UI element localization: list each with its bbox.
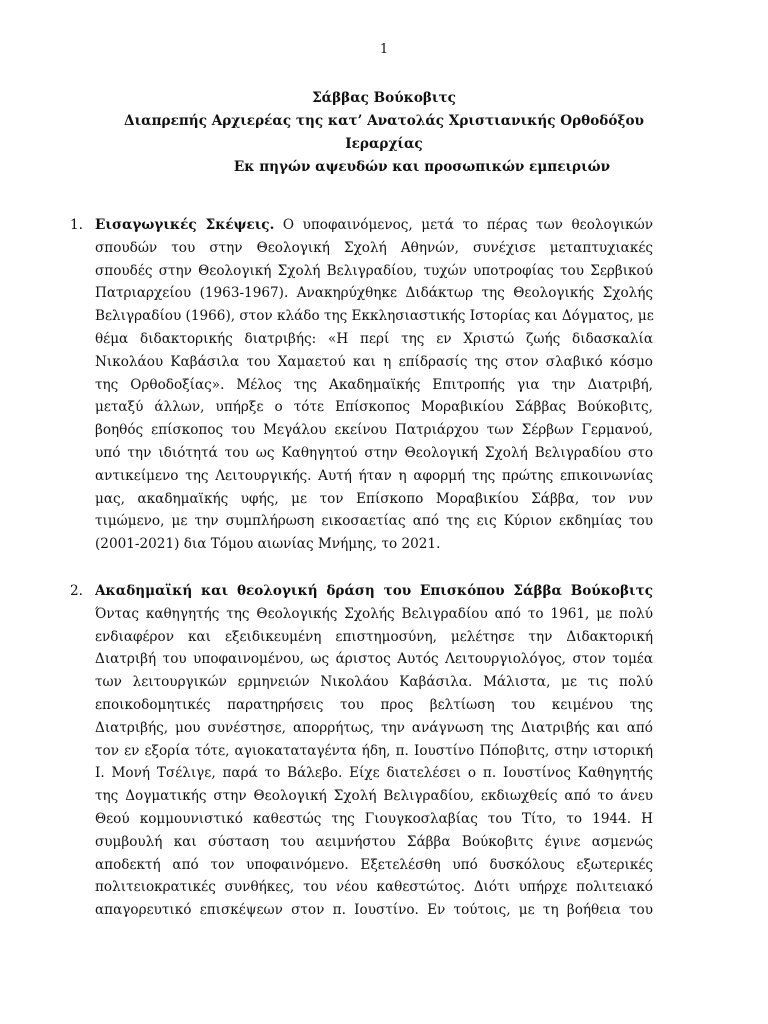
paragraph-line: Όντας καθηγητής της Θεολογικής Σχολής Βελιγραδίου από το 1961, με πολύ xyxy=(95,605,653,622)
title-author: Σάββας Βούκοβιτς xyxy=(312,90,456,106)
section-first-line xyxy=(95,580,653,603)
paragraph-line: αποδεκτή από τον υποφαινόμενο. Εξετελέσθη υπό δυσκόλους εξωτερικές xyxy=(95,856,653,873)
paragraph-line: Ι. Μονή Τσέλιγε, παρά το Βάλεβο. Είχε διατελέσει ο π. Ιουστίνος Καθηγητής xyxy=(95,765,653,782)
section-introduction xyxy=(70,214,654,556)
paragraph-line: τιμώμενο, με την συμπλήρωση εικοσαετίας από της εις Κύριον εκδημίας του xyxy=(95,513,653,530)
paragraph-line: απαγορευτικό επισκέψεων στον π. Ιουστίνο. Εν τούτοις, με τη βοήθεια του xyxy=(95,902,653,919)
paragraph-line: συμβουλή και σύσταση του αειμνήστου Σάββα Βούκοβιτς έγινε ασμενώς xyxy=(95,833,653,850)
paragraph-line: εποικοδομητικές παρατηρήσεις του προς βελτίωση του κειμένου της xyxy=(95,696,653,713)
paragraph-line: της Δογματικής στην Θεολογική Σχολή Βελιγραδίου, εκδιωχθείς από το άνευ xyxy=(95,788,653,805)
paragraph-line: σπουδές στην Θεολογική Σχολή Βελιγραδίου, τυχών υποτροφίας του Σερβικού xyxy=(95,262,653,279)
paragraph-line: Θεού κομμουνιστικό καθεστώς της Γιουγκοσλαβίας του Τίτο, το 1944. Η xyxy=(95,810,653,827)
paragraph-line: Διατριβής, μου συνέστησε, απορρήτως, την ανάγνωση της Διατριβής και από xyxy=(95,719,653,736)
paragraph-line: Βελιγραδίου (1966), στον κλάδο της Εκκλησιαστικής Ιστορίας και Δόγματος, με xyxy=(95,308,654,325)
paragraph-line: Πατριαρχείου (1963-1967). Ανακηρύχθηκε Διδάκτωρ της Θεολογικής Σχολής xyxy=(95,285,653,302)
paragraph-line: ενδιαφέρον και εξειδικευμένη επιστημοσύνη, μελέτησε την Διδακτορική xyxy=(95,628,653,645)
paragraph-line: υπό την ιδιότητά του ως Καθηγητού στην Θεολογική Σχολή Βελιγραδίου στο xyxy=(95,444,653,461)
section-number: 1. xyxy=(70,217,83,233)
page-number: 1 xyxy=(379,42,389,57)
paragraph-line: βοηθός επίσκοπος του Μεγάλου εκείνου Πατριάρχου των Σέρβων Γερμανού, xyxy=(95,422,653,439)
section-heading: Εισαγωγικές Σκέψεις. xyxy=(95,217,275,233)
paragraph-line: των λειτουργικών ερμηνειών Νικολάου Καβάσιλα. Μάλιστα, με τις πολύ xyxy=(95,674,653,691)
paragraph-line: της Ορθοδοξίας». Μέλος της Ακαδημαϊκής Επιτροπής για την Διατριβή, xyxy=(95,376,653,393)
paragraph-line: θέμα διδακτορικής διατριβής: «Η περί της εν Χριστώ ζωής διδασκαλία xyxy=(95,330,653,347)
paragraph-line: (2001-2021) δια Τόμου αιωνίας Μνήμης, το 2021. xyxy=(95,536,441,553)
section-academic-activity xyxy=(70,580,653,922)
section-first-line xyxy=(95,214,653,237)
paragraph-line: σπουδών του στην Θεολογική Σχολή Αθηνών, συνέχισε μεταπτυχιακές xyxy=(95,239,653,256)
paragraph-line: Νικολάου Καβάσιλα του Χαμαετού και η επίδρασίς της στον σλαβικό κόσμο xyxy=(95,353,653,370)
paragraph-line: Διατριβή του υποφαινομένου, ως άριστος Αυτός Λειτουργιολόγος, στον τομέα xyxy=(95,651,653,668)
paragraph-line: πολιτειοκρατικές συνθήκες, του νέου καθεστώτος. Διότι υπήρχε πολιτειακό xyxy=(95,879,653,896)
paragraph-line: μας, ακαδημαϊκής υφής, με τον Επίσκοπο Μοραβικίου Σάββα, τον νυν xyxy=(95,490,653,507)
paragraph-text: Ο υποφαινόμενος, μετά το πέρας των θεολογικών xyxy=(274,217,653,233)
paragraph-line: τον εν εξορία τότε, αγιοκαταταγέντα ήδη, π. Ιουστίνο Πόποβιτς, στην ιστορική xyxy=(95,742,653,759)
title-source: Εκ πηγών αψευδών και προσωπικών εμπειριών xyxy=(233,159,611,175)
section-heading: Ακαδημαϊκή και θεολογική δράση του Επισκόπου Σάββα Βούκοβιτς xyxy=(95,583,653,599)
paragraph-line: αντικείμενο της Λειτουργικής. Αυτή ήταν η αφορμή της πρώτης επικοινωνίας xyxy=(95,467,653,484)
section-number: 2. xyxy=(70,583,83,599)
paragraph-line: μεταξύ άλλων, υπήρξε ο τότε Επίσκοπος Μοραβικίου Σάββας Βούκοβιτς, xyxy=(95,399,653,416)
title-subtitle: Διαπρεπής Αρχιερέας της κατ’ Ανατολάς Χριστιανικής Ορθοδόξου xyxy=(124,113,644,129)
title-subtitle-cont: Ιεραρχίας xyxy=(345,136,423,152)
